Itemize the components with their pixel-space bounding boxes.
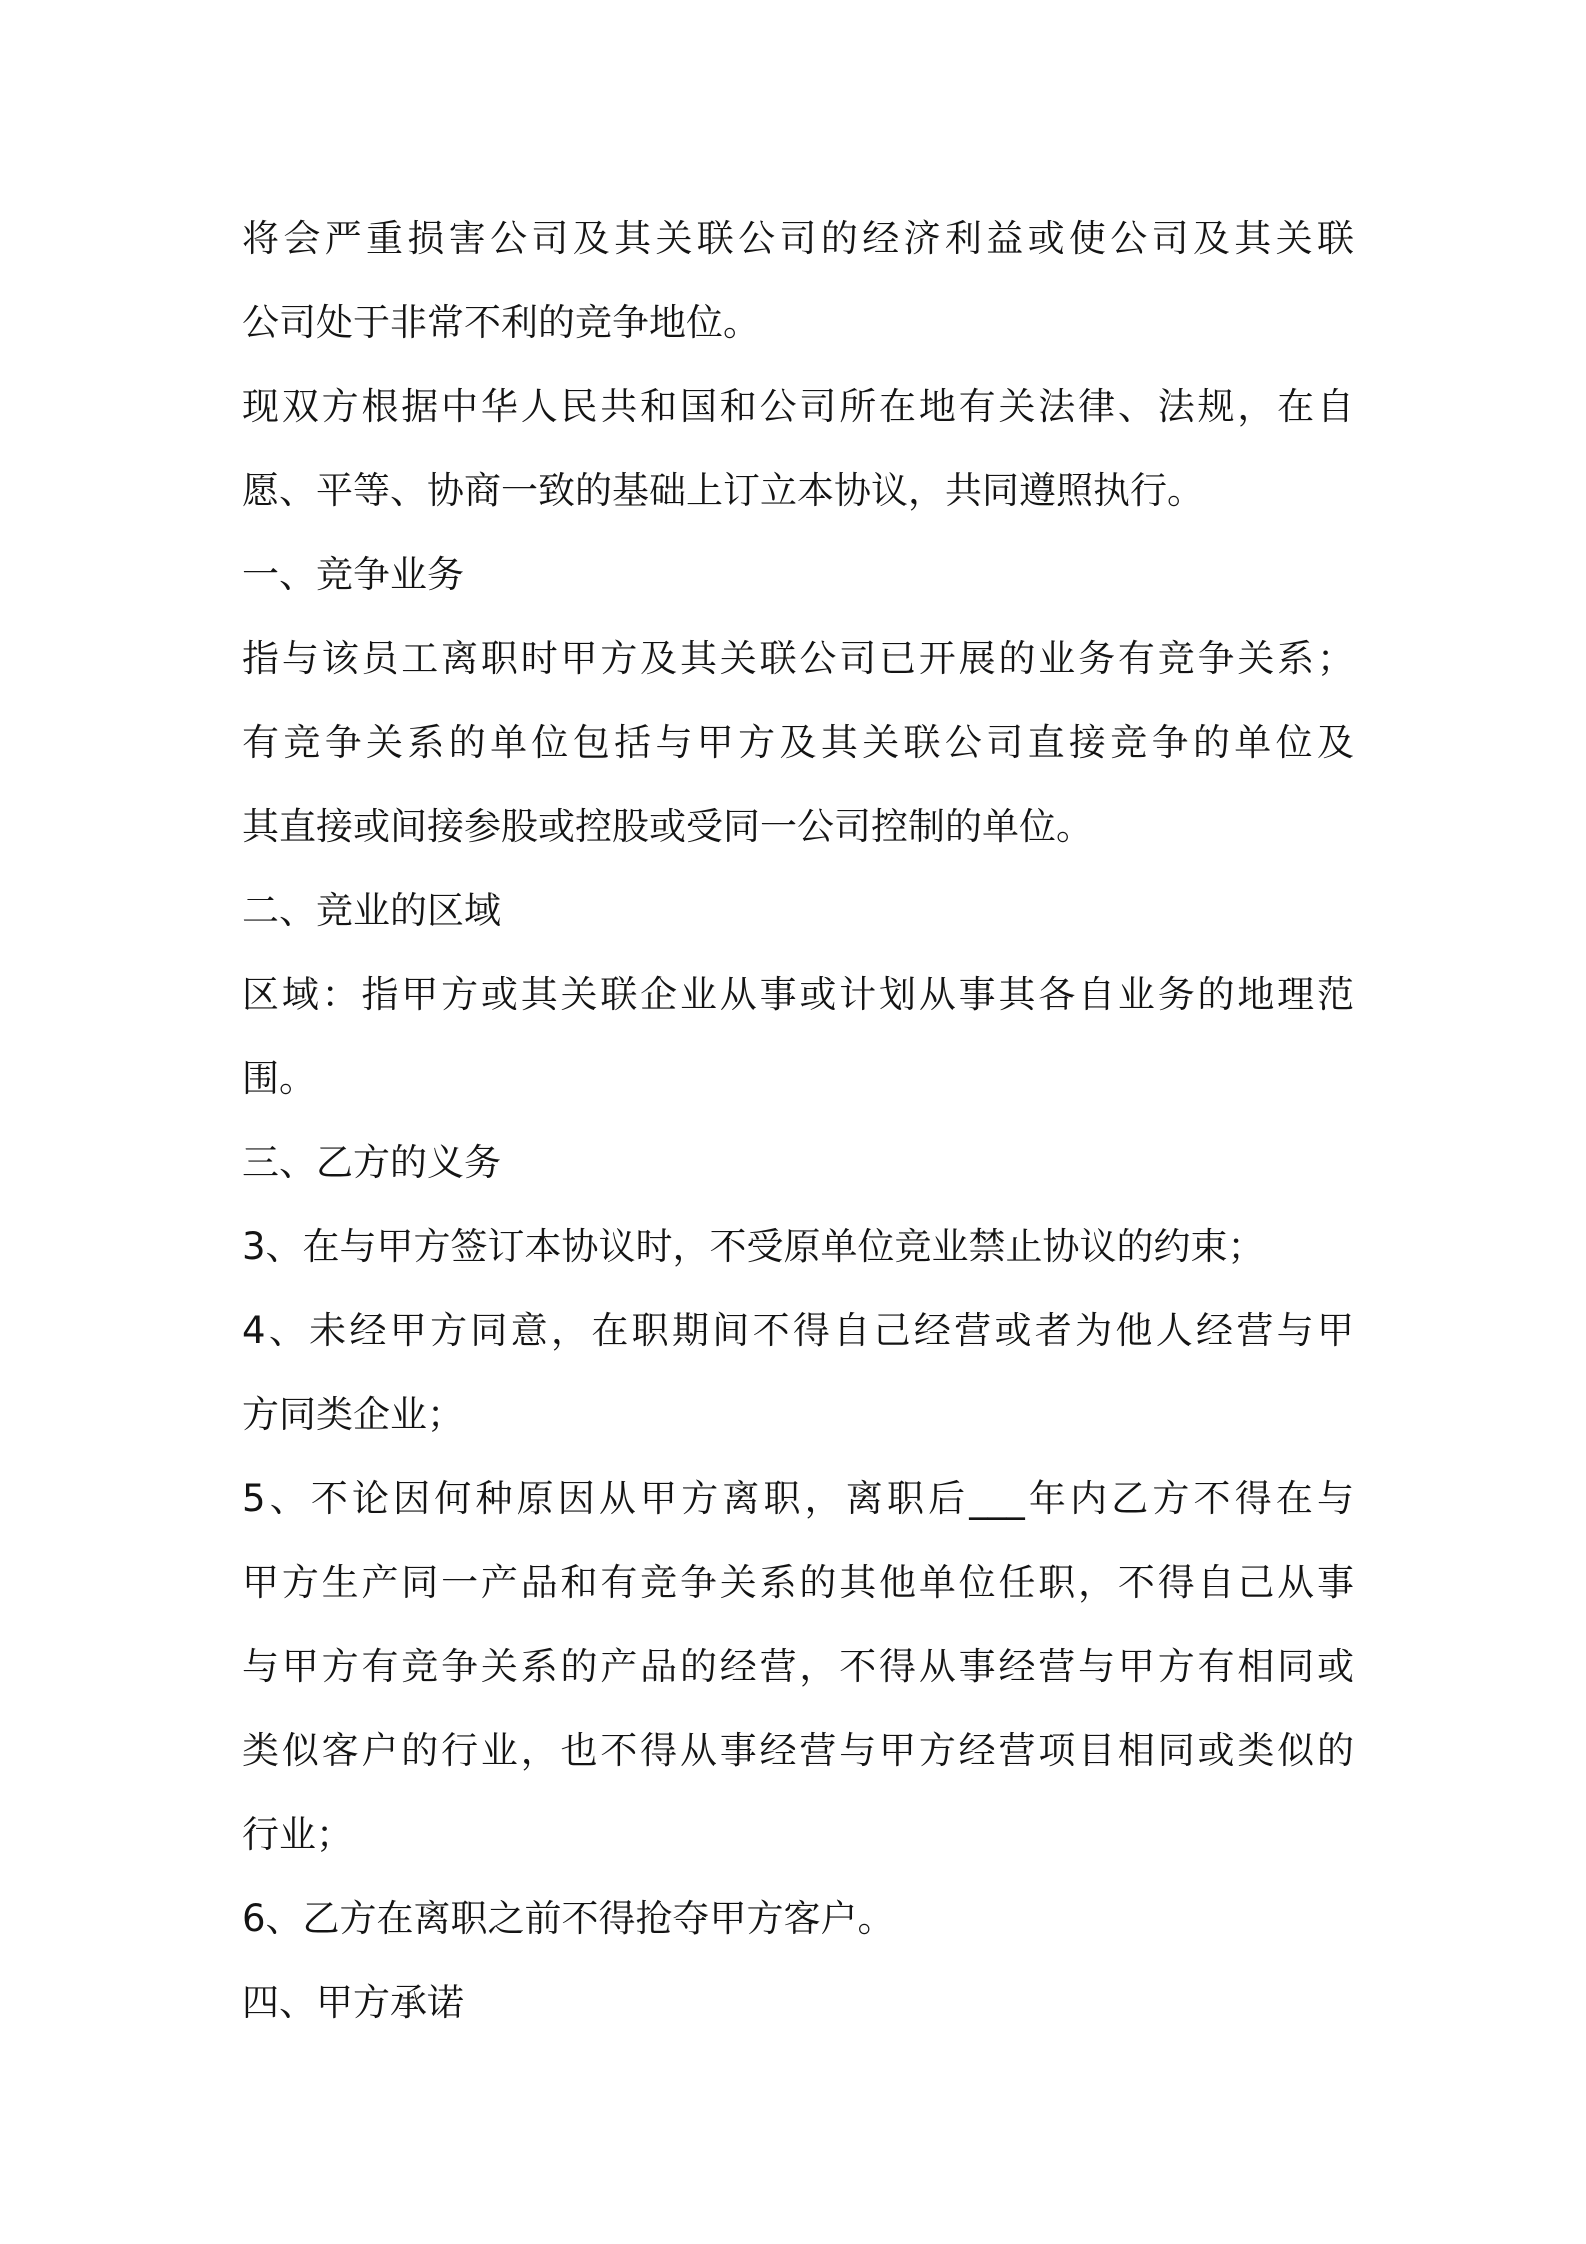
text-line: 现双方根据中华人民共和国和公司所在地有关法律、法规，在自 xyxy=(242,385,1354,428)
text-line: 其直接或间接参股或控股或受同一公司控制的单位。 xyxy=(242,805,1093,848)
document-body xyxy=(242,197,1354,2045)
text-line: 将会严重损害公司及其关联公司的经济利益或使公司及其关联 xyxy=(242,217,1354,260)
section-heading: 四、甲方承诺 xyxy=(242,1981,464,2024)
text-line: 围。 xyxy=(242,1057,316,1100)
text-line: 5、不论因何种原因从甲方离职，离职后___年内乙方不得在与 xyxy=(242,1477,1354,1520)
text-line: 行业； xyxy=(242,1813,353,1856)
section-heading: 二、竞业的区域 xyxy=(242,889,501,932)
text-line: 3、在与甲方签订本协议时，不受原单位竞业禁止协议的约束； xyxy=(242,1225,1265,1268)
text-line: 类似客户的行业，也不得从事经营与甲方经营项目相同或类似的 xyxy=(242,1729,1354,1772)
text-line: 6、乙方在离职之前不得抢夺甲方客户。 xyxy=(242,1897,895,1940)
text-line: 愿、平等、协商一致的基础上订立本协议，共同遵照执行。 xyxy=(242,469,1204,512)
text-line: 方同类企业； xyxy=(242,1393,464,1436)
section-heading: 一、竞争业务 xyxy=(242,553,464,596)
text-line: 甲方生产同一产品和有竞争关系的其他单位任职，不得自己从事 xyxy=(242,1561,1354,1604)
text-line: 4、未经甲方同意，在职期间不得自己经营或者为他人经营与甲 xyxy=(242,1309,1354,1352)
text-line: 区域：指甲方或其关联企业从事或计划从事其各自业务的地理范 xyxy=(242,973,1354,1016)
section-heading: 三、乙方的义务 xyxy=(242,1141,501,1184)
text-line: 与甲方有竞争关系的产品的经营，不得从事经营与甲方有相同或 xyxy=(242,1645,1354,1688)
text-line: 公司处于非常不利的竞争地位。 xyxy=(242,301,760,344)
text-line: 有竞争关系的单位包括与甲方及其关联公司直接竞争的单位及 xyxy=(242,721,1354,764)
text-line: 指与该员工离职时甲方及其关联公司已开展的业务有竞争关系； xyxy=(242,637,1354,680)
